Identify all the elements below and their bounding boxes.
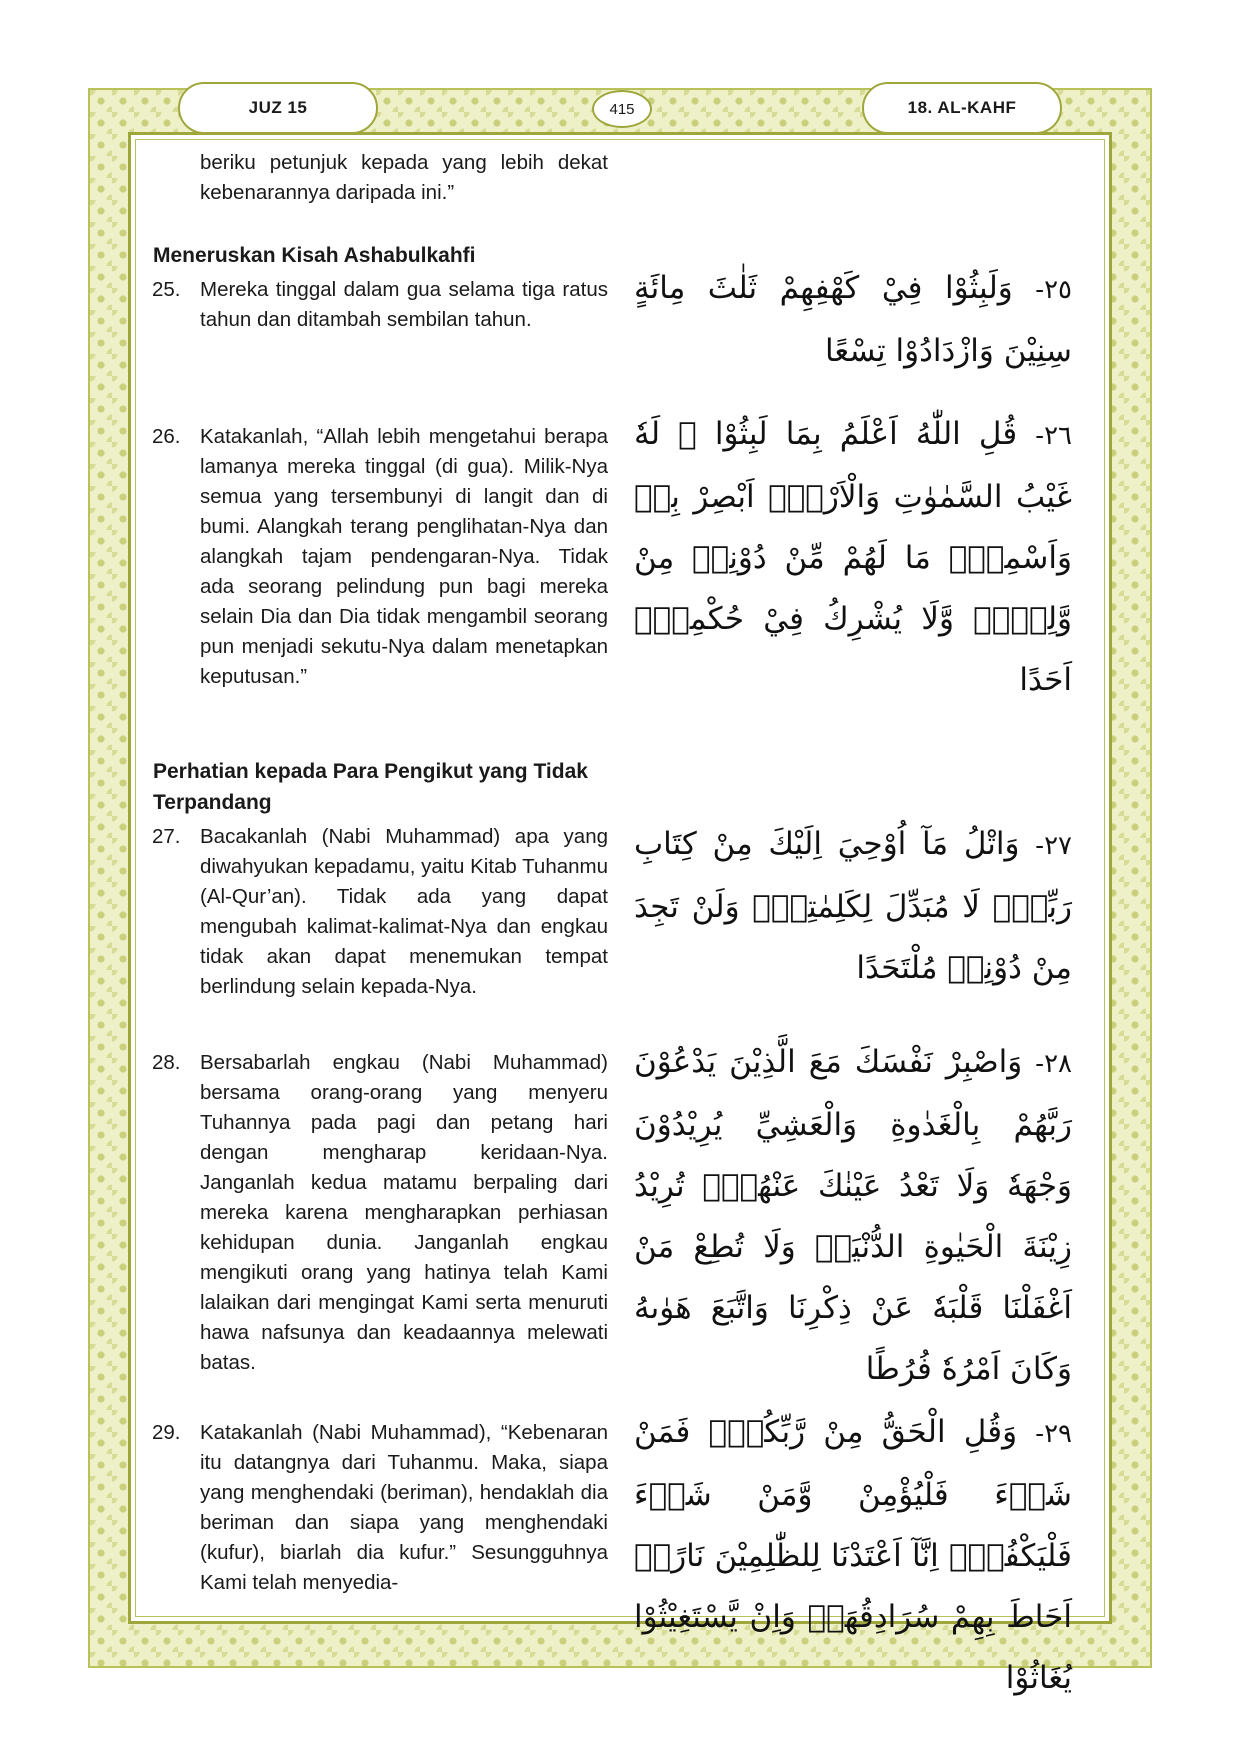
- verse-number: 27.: [152, 825, 181, 848]
- arabic-text: وَقُلِ الْحَقُّ مِنْ رَّبِّكُمْۗ فَمَنْ شَاۤءَ فَلْيُؤْمِنْ وَّمَنْ شَاۤءَ فَلْيَكْفُرْۚ اِنَّآ اَعْتَدْنَا لِلظّٰلِمِيْنَ نَارًاۙ اَحَاطَ بِهِمْ سُرَادِقُهَاۗ وَاِنْ يَّسْتَغِيْثُوْا يُغَاثُوْا: [634, 1414, 1072, 1696]
- arabic-verse: [634, 404, 1072, 711]
- arabic-verse: [634, 814, 1072, 999]
- verse-translation: [152, 1418, 608, 1598]
- arabic-text: وَاتْلُ مَآ اُوْحِيَ اِلَيْكَ مِنْ كِتَابِ رَبِّكَۗ لَا مُبَدِّلَ لِكَلِمٰتِهٖۗ وَلَنْ تَجِدَ مِنْ دُوْنِهٖ مُلْتَحَدًا: [634, 826, 1072, 986]
- surah-label: 18. AL-KAHF: [862, 82, 1062, 134]
- arabic-text: قُلِ اللّٰهُ اَعْلَمُ بِمَا لَبِثُوْا ۚ لَهٗ غَيْبُ السَّمٰوٰتِ وَالْاَرْضِۗ اَبْصِرْ بِهٖ وَاَسْمِعْۗ مَا لَهُمْ مِّنْ دُوْنِهٖ مِنْ وَّلِيٍّۗ وَّلَا يُشْرِكُ فِيْ حُكْمِهٖٓ اَحَدًا: [634, 416, 1072, 698]
- arabic-verse-number: ٢٨-: [1035, 1049, 1072, 1079]
- arabic-text: وَاصْبِرْ نَفْسَكَ مَعَ الَّذِيْنَ يَدْعُوْنَ رَبَّهُمْ بِالْغَدٰوةِ وَالْعَشِيِّ يُرِيْدُوْنَ وَجْهَهٗ وَلَا تَعْدُ عَيْنٰكَ عَنْهُمْۚ تُرِيْدُ زِيْنَةَ الْحَيٰوةِ الدُّنْيَاۚ وَلَا تُطِعْ مَنْ اَغْفَلْنَا قَلْبَهٗ عَنْ ذِكْرِنَا وَاتَّبَعَ هَوٰىهُ وَكَانَ اَمْرُهٗ فُرُطًا: [634, 1044, 1072, 1387]
- juz-label: JUZ 15: [178, 82, 378, 134]
- arabic-verse-number: ٢٦-: [1035, 421, 1073, 451]
- translation-text: Bersabarlah engkau (Nabi Muhammad) bersama orang-orang yang menyeru Tuhannya pada pagi dan petang hari dengan mengharap keridaan-Nya. Janganlah kedua matamu berpaling dari mereka karena mengharapkan perhiasan kehidupan dunia. Janganlah engkau mengikuti orang yang hatinya telah Kami lalaikan dari mengingat Kami serta menuruti hawa nafsunya dan keadaannya melewati batas.: [200, 1051, 608, 1374]
- verse-number: 26.: [152, 425, 181, 448]
- page-content: [152, 144, 1092, 1696]
- verse-number: 28.: [152, 1051, 181, 1074]
- arabic-verse-number: ٢٩-: [1035, 1419, 1072, 1449]
- verse-translation: [152, 422, 608, 692]
- arabic-verse: [634, 258, 1072, 382]
- translation-text: Bacakanlah (Nabi Muhammad) apa yang diwahyukan kepadamu, yaitu Kitab Tuhanmu (Al-Qur’an). Tidak ada yang dapat mengubah kalimat-kalimat-Nya dan engkau tidak akan dapat menemukan tempat berlindung selain kepada-Nya.: [200, 825, 608, 998]
- arabic-verse: [634, 1032, 1072, 1400]
- verse-translation: [152, 822, 608, 1002]
- translation-text: Katakanlah (Nabi Muhammad), “Kebenaran itu datangnya dari Tuhanmu. Maka, siapa yang menghendaki (beriman), hendaklah dia beriman dan siapa yang menghendaki (kufur), biarlah dia kufur.” Sesungguhnya Kami telah menyedia-: [200, 1421, 608, 1594]
- verse-translation: [152, 1048, 608, 1378]
- arabic-verse-number: ٢٧-: [1035, 831, 1073, 861]
- section-heading: Meneruskan Kisah Ashabulkahfi: [153, 244, 476, 267]
- section-heading: Perhatian kepada Para Pengikut yang Tidak Terpandang: [153, 760, 588, 814]
- arabic-verse-number: ٢٥-: [1035, 275, 1072, 305]
- translation-text: Katakanlah, “Allah lebih mengetahui berapa lamanya mereka tinggal (di gua). Milik-Nya semua yang tersembunyi di langit dan di bumi. Alangkah terang penglihatan-Nya dan alangkah tajam pendengaran-Nya. Tidak ada seorang pelindung pun bagi mereka selain Dia dan Dia tidak mengambil seorang pun menjadi sekutu-Nya dalam menetapkan keputusan.”: [200, 425, 608, 688]
- arabic-text: وَلَبِثُوْا فِيْ كَهْفِهِمْ ثَلٰثَ مِائَةٍ سِنِيْنَ وَازْدَادُوْا تِسْعًا: [634, 270, 1072, 369]
- intro-translation: beriku petunjuk kepada yang lebih dekat kebenarannya daripada ini.”: [200, 151, 608, 204]
- verse-translation: [152, 275, 608, 335]
- page-number: 415: [592, 90, 652, 128]
- verse-number: 25.: [152, 278, 181, 301]
- arabic-verse: [634, 1402, 1072, 1709]
- translation-text: Mereka tinggal dalam gua selama tiga ratus tahun dan ditambah sembilan tahun.: [200, 278, 608, 331]
- verse-number: 29.: [152, 1421, 181, 1444]
